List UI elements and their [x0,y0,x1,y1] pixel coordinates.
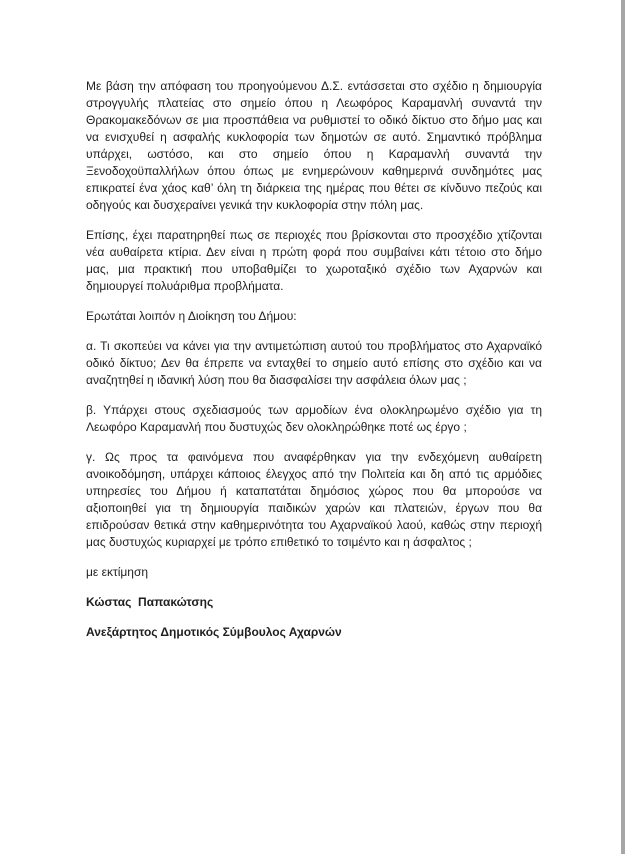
signature-name: Κώστας Παπακώτσης [86,595,214,609]
closing-salutation: με εκτίμηση [86,565,149,579]
signature-title: Ανεξάρτητος Δημοτικός Σύμβουλος Αχαρνών [86,625,342,639]
paragraph-question-b: β. Υπάρχει στους σχεδιασμούς των αρμοδίων ένα ολοκληρωμένο σχέδιο για τη Λεωφόρο Καραμανλή που δυστυχώς δεν ολοκληρώθηκε ποτέ ως έργο ; [86,403,542,434]
paragraph-illegal-buildings: Επίσης, έχει παρατηρηθεί πως σε περιοχές που βρίσκονται στο προσχέδιο χτίζονται νέα αυθαίρετα κτίρια. Δεν είναι η πρώτη φορά που συμβαίνει κάτι τέτοιο στο δήμο μας, μια πρακτική που υποβαθμίζει το χωροταξικό σχέδιο των Αχαρνών και δημιουργεί πολυάριθμα προβλήματα. [86,228,542,293]
page-right-edge-border [621,0,625,854]
paragraph-intro-road-plan: Με βάση την απόφαση του προηγούμενου Δ.Σ. εντάσσεται στο σχέδιο η δημιουργία στρογγυλής πλατείας στο σημείο όπου η Λεωφόρος Καραμανλή συναντά την Θρακομακεδόνων σε μια προσπάθεια να ρυθμιστεί το οδικό δίκτυο στο δήμο μας και να ενισχυθεί η ασφαλής κυκλοφορία των δημοτών σε αυτό. Σημαντικό πρόβλημα υπάρχει, ωστόσο, και στο σημείο όπου η Καραμανλή συναντά την Ξενοδοχοϋπαλλήλων όπου όπως με ενημερώνουν καθημερινά συνδημότες μας επικρατεί ένα χάος καθ’ όλη τη διάρκεια της ημέρας που θέτει σε κίνδυνο πεζούς και οδηγούς και δυσχεραίνει γενικά την κυκλοφορία στην πόλη μας. [86,79,542,212]
paragraph-question-a: α. Τι σκοπεύει να κάνει για την αντιμετώπιση αυτού του προβλήματος στο Αχαρναϊκό οδικό δίκτυο; Δεν θα έπρεπε να ενταχθεί το σημείο αυτό επίσης στο σχέδιο και να αναζητηθεί η ιδανική λύση που θα διασφαλίσει την ασφάλεια όλων μας ; [86,339,542,387]
document-body [86,78,542,654]
paragraph-question-lead: Ερωτάται λοιπόν η Διοίκηση του Δήμου: [86,309,297,323]
paragraph-question-c: γ. Ως προς τα φαινόμενα που αναφέρθηκαν για την ενδεχόμενη αυθαίρετη ανοικοδόμηση, υπάρχει κάποιος έλεγχος από την Πολιτεία και δη από τις αρμόδιες υπηρεσίες του Δήμου ή καταπατάται δημόσιος χώρος που θα μπορούσε να αξιοποιηθεί για τη δημιουργία παιδικών χαρών και πλατειών, έργων που θα επιδρούσαν θετικά στην καθημερινότητα του Αχαρναϊκού λαού, καθώς στην περιοχή μας δυστυχώς κυριαρχεί με τρόπο επιθετικό το τσιμέντο και η άσφαλτος ; [86,450,542,549]
